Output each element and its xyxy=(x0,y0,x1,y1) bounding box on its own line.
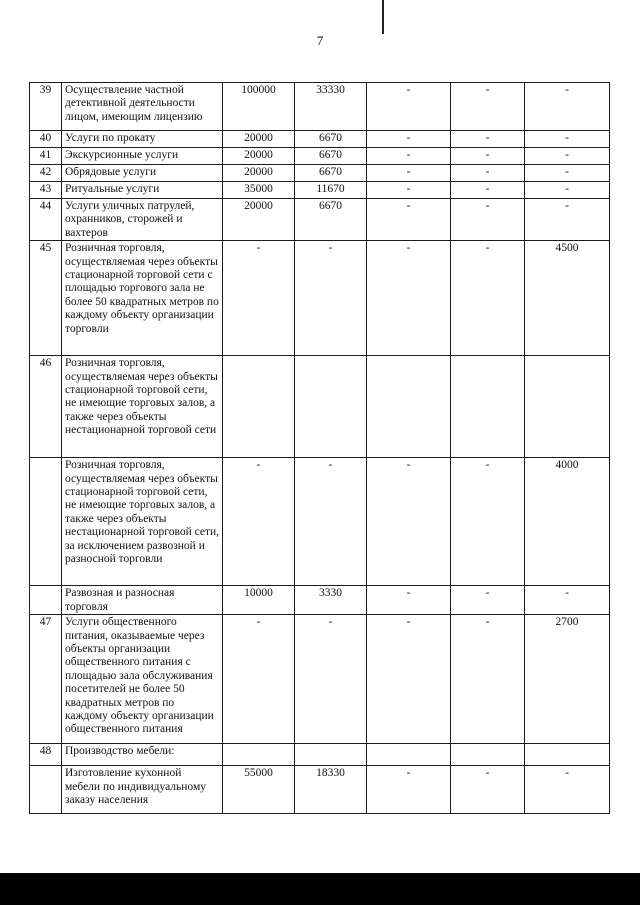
page-number: 7 xyxy=(316,33,324,48)
value-cell xyxy=(295,744,367,766)
row-number: 48 xyxy=(30,744,62,766)
value-cell: - xyxy=(451,131,525,148)
value-cell xyxy=(295,356,367,458)
value-cell: 2700 xyxy=(525,615,610,744)
value-cell: 4500 xyxy=(525,241,610,356)
value-cell: 100000 xyxy=(223,83,295,131)
value-cell: 20000 xyxy=(223,199,295,241)
value-cell: - xyxy=(525,131,610,148)
value-cell: 3330 xyxy=(295,586,367,615)
value-cell: - xyxy=(451,241,525,356)
value-cell: - xyxy=(451,766,525,814)
table-row xyxy=(30,182,610,199)
row-number: 43 xyxy=(30,182,62,199)
table-row xyxy=(30,148,610,165)
service-name: Ритуальные услуги xyxy=(62,182,223,199)
value-cell: 20000 xyxy=(223,165,295,182)
value-cell: - xyxy=(367,83,451,131)
value-cell: 4000 xyxy=(525,458,610,586)
value-cell xyxy=(223,356,295,458)
value-cell: 35000 xyxy=(223,182,295,199)
value-cell: 6670 xyxy=(295,131,367,148)
value-cell: 11670 xyxy=(295,182,367,199)
value-cell: - xyxy=(451,615,525,744)
tariff-table xyxy=(29,82,610,814)
table-row xyxy=(30,744,610,766)
service-name: Розничная торговля, осуществляемая через объекты стационарной торговой сети с площадью торгового зала не более 50 квадратных метров по каждому объекту организации торговли xyxy=(62,241,223,356)
value-cell: 6670 xyxy=(295,165,367,182)
value-cell: 6670 xyxy=(295,148,367,165)
value-cell: - xyxy=(367,241,451,356)
value-cell: - xyxy=(367,182,451,199)
value-cell xyxy=(451,356,525,458)
value-cell: - xyxy=(367,766,451,814)
table-row xyxy=(30,131,610,148)
table-row xyxy=(30,241,610,356)
table-row xyxy=(30,356,610,458)
value-cell: - xyxy=(223,615,295,744)
value-cell xyxy=(451,744,525,766)
service-name: Развозная и разносная торговля xyxy=(62,586,223,615)
value-cell: - xyxy=(525,586,610,615)
row-number: 45 xyxy=(30,241,62,356)
service-name: Услуги по прокату xyxy=(62,131,223,148)
table-row xyxy=(30,199,610,241)
service-name: Розничная торговля, осуществляемая через объекты стационарной торговой сети, не имеющие торговых залов, а также через объекты нестационарной торговой сети, за исключением развозной и разносной торговли xyxy=(62,458,223,586)
value-cell: - xyxy=(451,199,525,241)
value-cell xyxy=(525,744,610,766)
value-cell: - xyxy=(451,83,525,131)
service-name: Осуществление частной детективной деятельности лицом, имеющим лицензию xyxy=(62,83,223,131)
row-number: 47 xyxy=(30,615,62,744)
scan-crop-mark xyxy=(382,0,384,34)
value-cell: - xyxy=(367,586,451,615)
value-cell xyxy=(223,744,295,766)
value-cell: 20000 xyxy=(223,148,295,165)
value-cell: - xyxy=(451,458,525,586)
value-cell: 55000 xyxy=(223,766,295,814)
value-cell: - xyxy=(367,199,451,241)
value-cell: - xyxy=(525,148,610,165)
value-cell: 10000 xyxy=(223,586,295,615)
value-cell: - xyxy=(223,241,295,356)
service-name: Изготовление кухонной мебели по индивидуальному заказу населения xyxy=(62,766,223,814)
value-cell: - xyxy=(295,458,367,586)
value-cell: - xyxy=(367,458,451,586)
table-row xyxy=(30,165,610,182)
value-cell: - xyxy=(451,165,525,182)
row-number: 44 xyxy=(30,199,62,241)
value-cell: - xyxy=(525,182,610,199)
row-number: 40 xyxy=(30,131,62,148)
row-number xyxy=(30,766,62,814)
value-cell: 6670 xyxy=(295,199,367,241)
service-name: Услуги общественного питания, оказываемые через объекты организации общественного питания с площадью зала обслуживания посетителей не более 50 квадратных метров по каждому объекту организации общественного питания xyxy=(62,615,223,744)
value-cell: - xyxy=(367,165,451,182)
value-cell: - xyxy=(367,131,451,148)
table-row xyxy=(30,766,610,814)
service-name: Услуги уличных патрулей, охранников, сторожей и вахтеров xyxy=(62,199,223,241)
service-name: Обрядовые услуги xyxy=(62,165,223,182)
value-cell: - xyxy=(525,83,610,131)
row-number xyxy=(30,586,62,615)
value-cell: - xyxy=(295,615,367,744)
value-cell: - xyxy=(525,766,610,814)
row-number xyxy=(30,458,62,586)
value-cell: - xyxy=(525,199,610,241)
scan-bottom-edge xyxy=(0,873,640,905)
value-cell: 18330 xyxy=(295,766,367,814)
value-cell: - xyxy=(367,615,451,744)
value-cell xyxy=(525,356,610,458)
row-number: 41 xyxy=(30,148,62,165)
value-cell xyxy=(367,744,451,766)
value-cell: - xyxy=(451,182,525,199)
table-row xyxy=(30,586,610,615)
service-name: Розничная торговля, осуществляемая через объекты стационарной торговой сети, не имеющие торговых залов, а также через объекты нестационарной торговой сети xyxy=(62,356,223,458)
value-cell: - xyxy=(451,586,525,615)
value-cell: 20000 xyxy=(223,131,295,148)
service-name: Производство мебели: xyxy=(62,744,223,766)
table-row xyxy=(30,83,610,131)
value-cell: - xyxy=(367,148,451,165)
value-cell: - xyxy=(451,148,525,165)
table-row xyxy=(30,615,610,744)
table-row xyxy=(30,458,610,586)
value-cell: - xyxy=(295,241,367,356)
row-number: 39 xyxy=(30,83,62,131)
row-number: 46 xyxy=(30,356,62,458)
value-cell: 33330 xyxy=(295,83,367,131)
value-cell xyxy=(367,356,451,458)
value-cell: - xyxy=(525,165,610,182)
value-cell: - xyxy=(223,458,295,586)
service-name: Экскурсионные услуги xyxy=(62,148,223,165)
row-number: 42 xyxy=(30,165,62,182)
